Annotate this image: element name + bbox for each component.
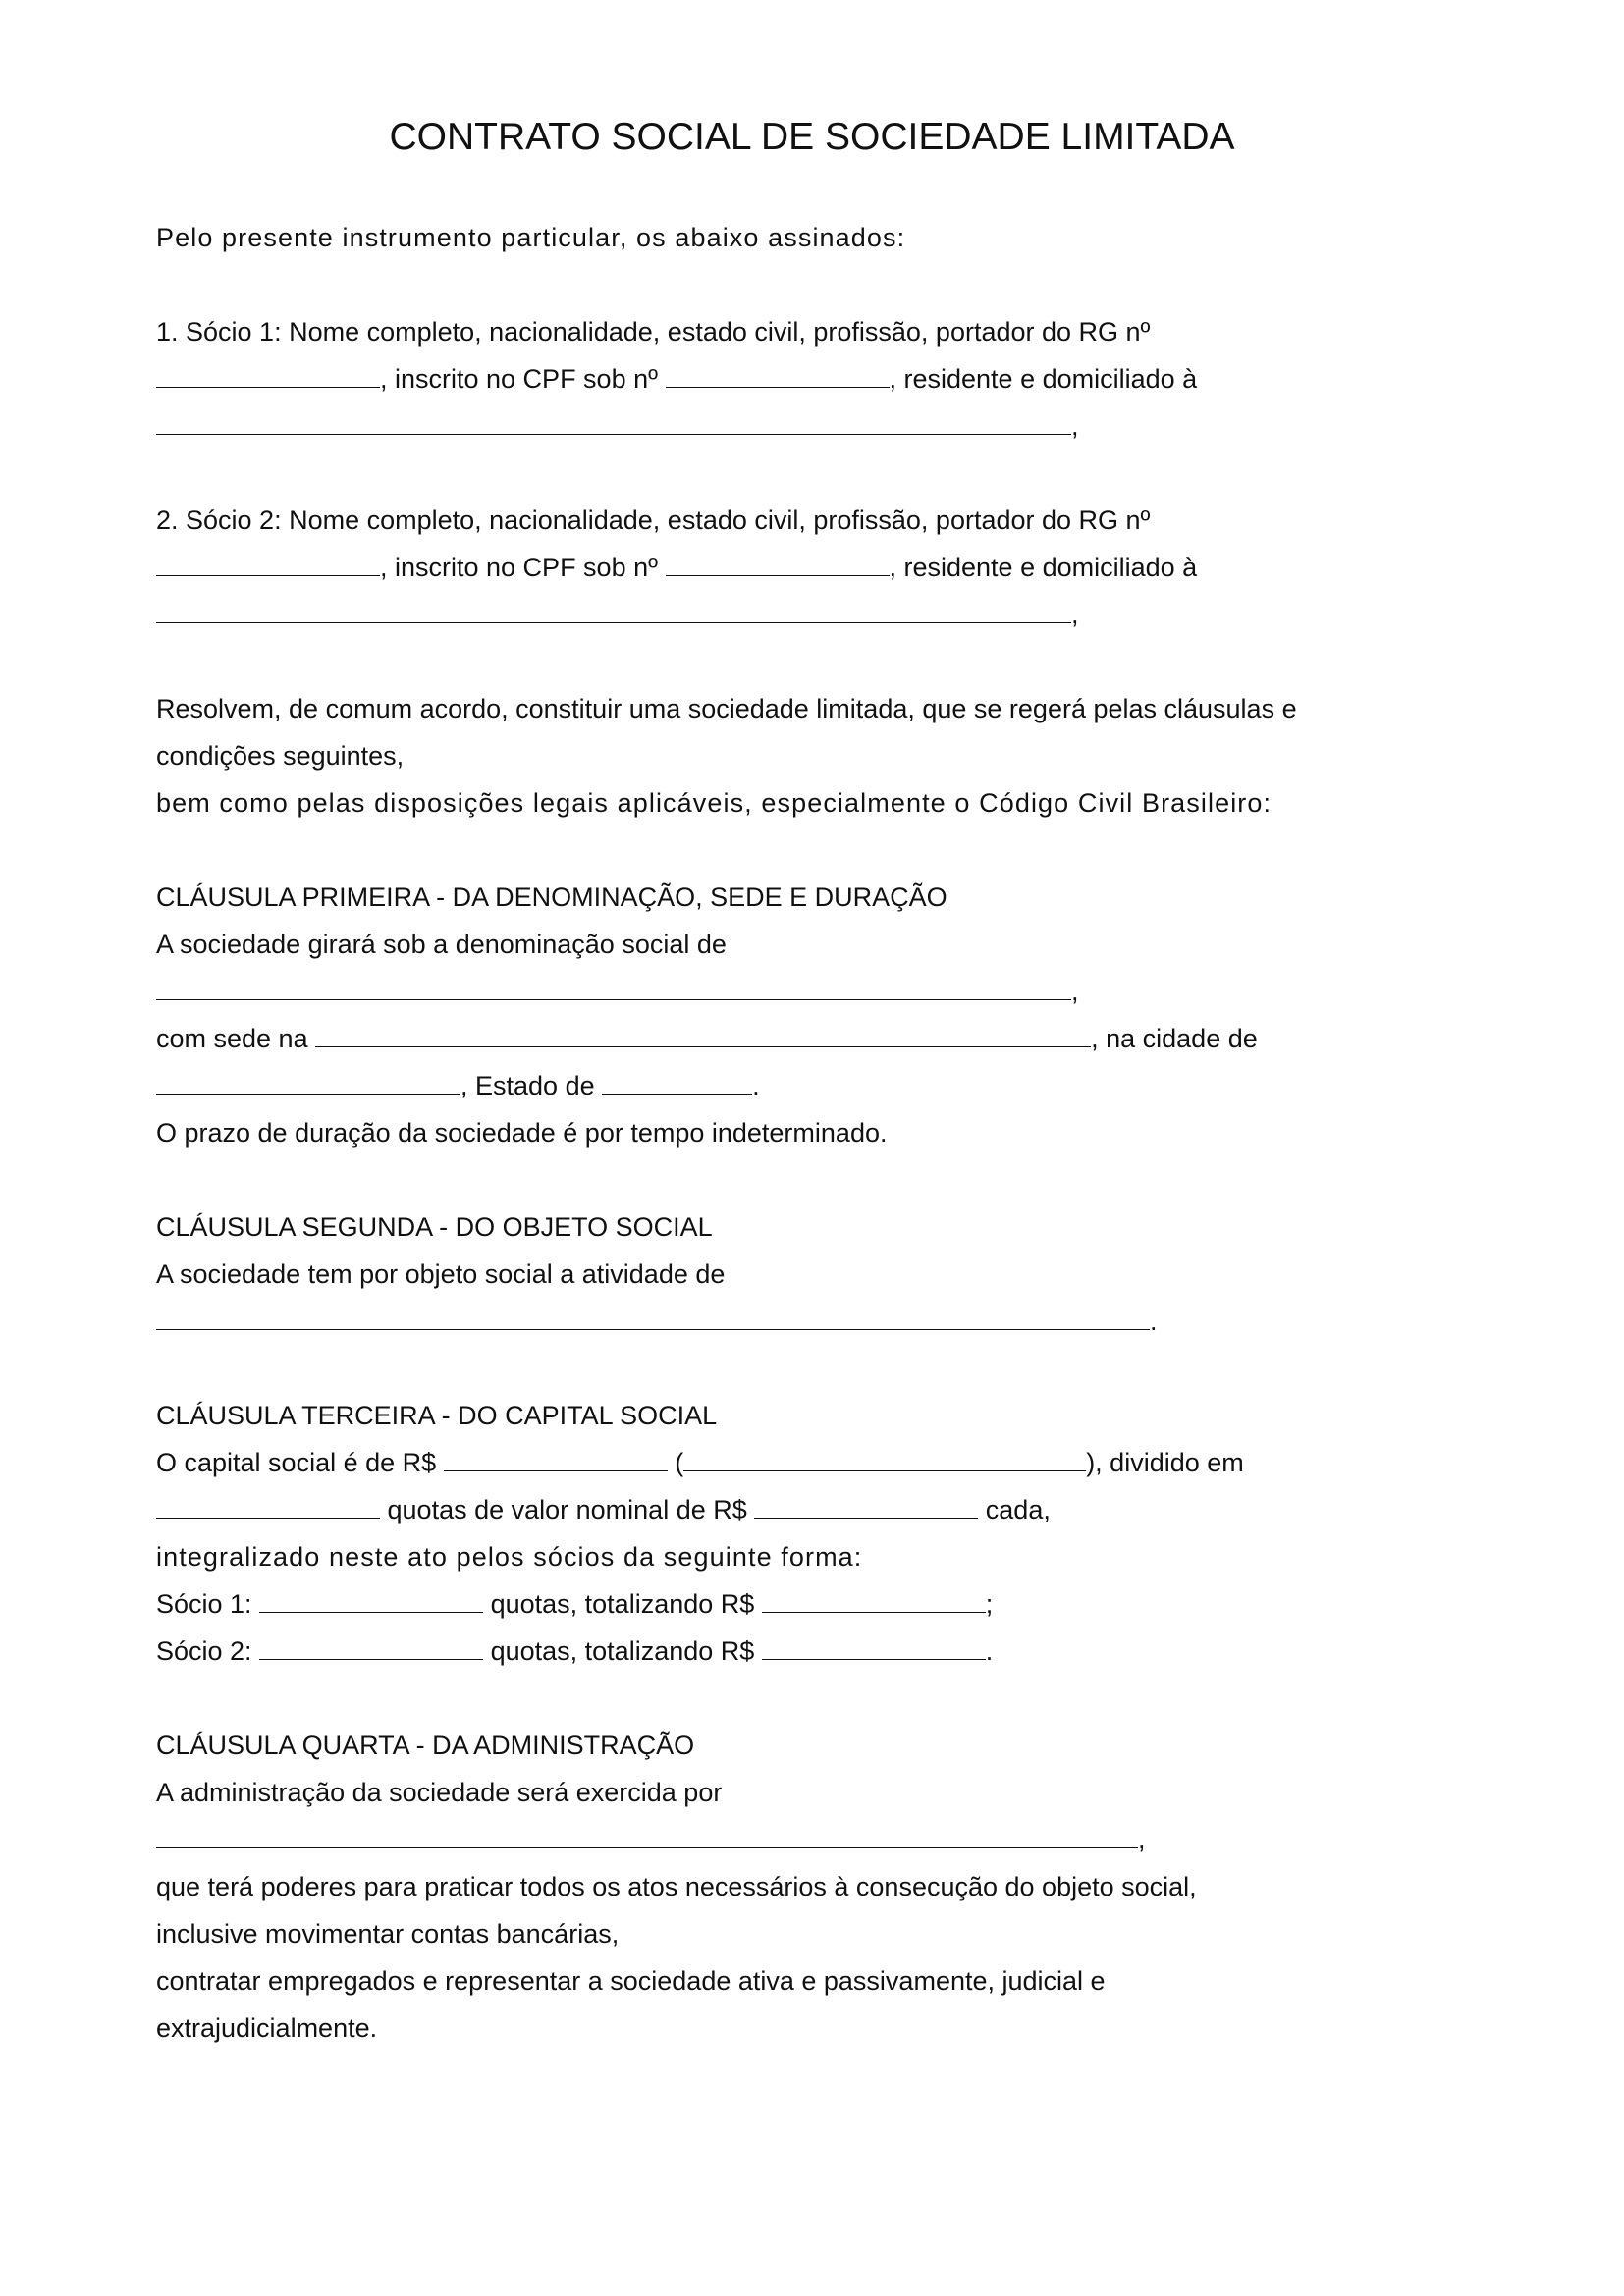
clausula4-line2 [156,1824,1146,1855]
objeto-blank [156,1308,1150,1330]
socio1-line3 [156,410,1079,442]
administrador-blank [156,1826,1138,1848]
cidade-blank [156,1072,460,1095]
socio2-line1: 2. Sócio 2: Nome completo, nacionalidade, estado civil, profissão, portador do RG nº [156,506,1151,535]
address-blank-socio1 [156,412,1071,435]
clausula4-line3: que terá poderes para praticar todos os atos necessários à consecução do objeto social, [156,1872,1197,1901]
clausula3-heading: CLÁUSULA TERCEIRA - DO CAPITAL SOCIAL [156,1401,718,1430]
socio2-quotas-end: . [985,1636,994,1666]
clausula1-line3 [156,1023,1258,1054]
capital-label: O capital social é de R$ [156,1448,437,1477]
clausula4-line2-end: , [1138,1825,1146,1854]
resolvem-line1: Resolvem, de comum acordo, constituir uma sociedade limitada, que se regerá pelas cláusulas e [156,694,1297,723]
socio1-quotas-end: ; [985,1589,994,1619]
socio2-line3 [156,599,1079,630]
cpf-blank-socio1 [666,365,890,388]
clausula2-line2-end: . [1150,1307,1158,1336]
clausula2-heading: CLÁUSULA SEGUNDA - DO OBJETO SOCIAL [156,1212,713,1242]
clausula4-heading: CLÁUSULA QUARTA - DA ADMINISTRAÇÃO [156,1731,695,1760]
rg-blank-socio2 [156,554,380,576]
socio1-line3-end: , [1071,411,1079,441]
socio1-line1: 1. Sócio 1: Nome completo, nacionalidade, estado civil, profissão, portador do RG nº [156,317,1151,347]
socio2-quotas-blank [259,1637,483,1660]
resolvem-line3: bem como pelas disposições legais aplicáveis, especialmente o Código Civil Brasileiro: [156,788,1272,818]
socio1-total-blank [762,1590,986,1613]
denominacao-blank [156,978,1071,1000]
quotas-nominal-label: quotas de valor nominal de R$ [387,1495,747,1524]
sede-label: com sede na [156,1024,308,1053]
socio1-quotas-label: Sócio 1: [156,1589,252,1619]
clausula4-line5: contratar empregados e representar a sociedade ativa e passivamente, judicial e [156,1966,1106,1996]
socio2-quotas-label: Sócio 2: [156,1636,252,1666]
clausula4-line4: inclusive movimentar contas bancárias, [156,1919,620,1949]
socio1-residence-label: , residente e domiciliado à [889,364,1198,394]
clausula3-socio2 [156,1635,993,1667]
clausula4-line6: extrajudicialmente. [156,2013,378,2043]
clausula4-line1: A administração da sociedade será exercida por [156,1778,723,1807]
capital-open-paren: ( [675,1448,684,1477]
clausula3-line2 [156,1494,1051,1525]
quotas-count-blank [156,1496,380,1519]
clausula2-line1: A sociedade tem por objeto social a atividade de [156,1259,726,1289]
rg-blank-socio1 [156,365,380,388]
clausula3-line3: integralizado neste ato pelos sócios da seguinte forma: [156,1542,863,1572]
estado-label: , Estado de [460,1071,595,1100]
sede-blank [315,1025,1091,1047]
socio2-total-blank [762,1637,986,1660]
socio2-cpf-label: , inscrito no CPF sob nº [380,553,658,582]
intro-text: Pelo presente instrumento particular, os abaixo assinados: [156,223,906,252]
clausula1-line1: A sociedade girará sob a denominação social de [156,930,727,959]
resolvem-line2: condições seguintes, [156,741,405,771]
address-blank-socio2 [156,601,1071,623]
clausula1-line4-end: . [752,1071,760,1100]
clausula3-socio1 [156,1588,993,1620]
capital-value-blank [444,1449,668,1471]
quota-value-blank [754,1496,978,1519]
socio2-residence-label: , residente e domiciliado à [889,553,1198,582]
socio2-line3-end: , [1071,600,1079,629]
socio1-quotas-blank [259,1590,483,1613]
clausula3-line1 [156,1447,1244,1478]
clausula1-line2 [156,976,1079,1007]
cpf-blank-socio2 [666,554,890,576]
document-title: CONTRATO SOCIAL DE SOCIEDADE LIMITADA [389,116,1235,158]
socio2-total-label: quotas, totalizando R$ [490,1636,755,1666]
cidade-label: , na cidade de [1091,1024,1258,1053]
clausula2-line2 [156,1306,1158,1337]
socio1-line2 [156,363,1197,395]
clausula1-line4 [156,1070,760,1101]
capital-divided-label: ), dividido em [1086,1448,1244,1477]
clausula1-heading: CLÁUSULA PRIMEIRA - DA DENOMINAÇÃO, SEDE E DURAÇÃO [156,882,947,912]
clausula1-line2-end: , [1071,977,1079,1006]
clausula1-line5: O prazo de duração da sociedade é por tempo indeterminado. [156,1118,888,1148]
estado-blank [602,1072,752,1095]
capital-extenso-blank [683,1449,1086,1471]
socio2-line2 [156,552,1197,583]
socio1-total-label: quotas, totalizando R$ [490,1589,755,1619]
socio1-cpf-label: , inscrito no CPF sob nº [380,364,658,394]
quotas-cada-label: cada, [985,1495,1051,1524]
